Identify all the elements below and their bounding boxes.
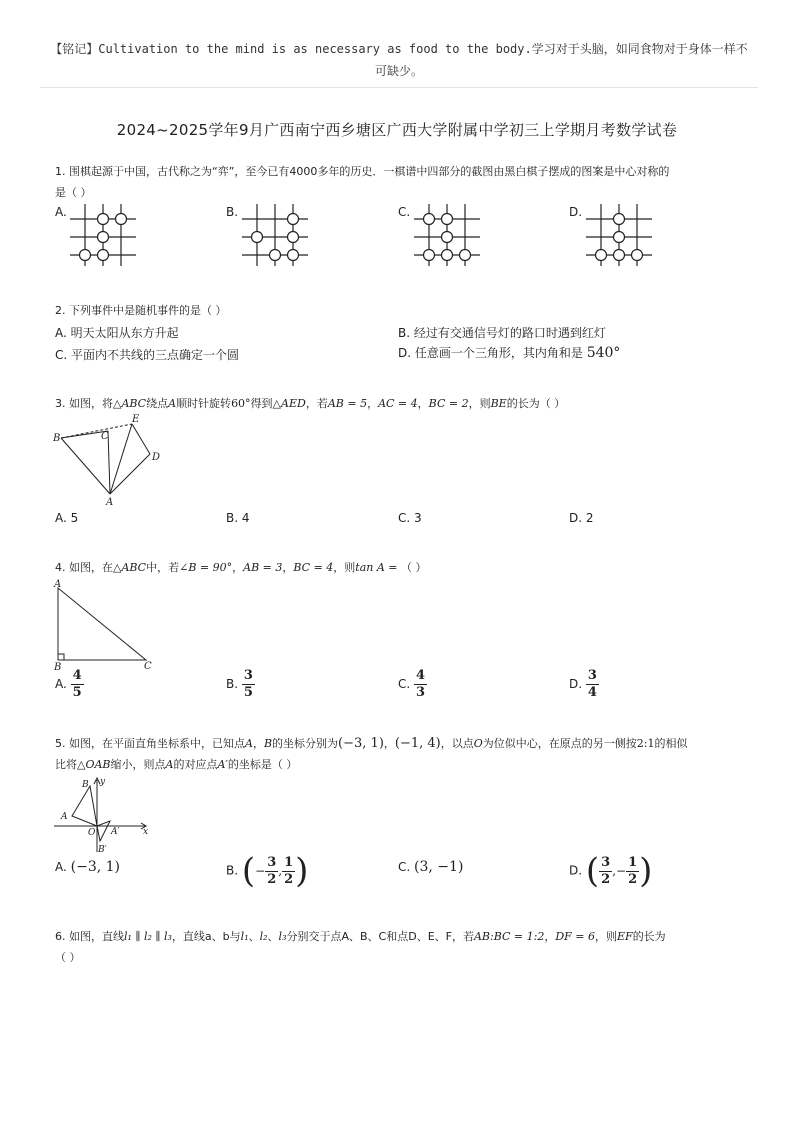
question-6-line-2: （ ）	[55, 951, 81, 964]
q4-option-c-den: 3	[416, 685, 426, 700]
q2-option-b[interactable]: B. 经过有交通信号灯的路口时遇到红灯	[398, 326, 606, 340]
q5-text-8: 的对应点	[173, 758, 218, 771]
q5-option-d-label: D.	[569, 863, 583, 878]
q5-label-b: B	[82, 780, 89, 790]
q1-go-figure-c	[410, 200, 484, 270]
q5-ratio: 2:1	[636, 737, 655, 750]
q2-option-d-text: D. 任意画一个三角形，其内角和是	[398, 346, 583, 360]
q4-label-b: B	[54, 662, 62, 672]
q5-label-o: O	[88, 828, 96, 838]
q5-option-b-paren-close: )	[295, 851, 309, 891]
q5-label-a: A	[61, 812, 68, 822]
q3-label-b: B	[53, 433, 61, 444]
q3-text-7: 的长为（ ）	[506, 397, 566, 410]
q5-label-a-prime: A′	[111, 827, 120, 837]
q4-option-b-den: 5	[243, 685, 253, 700]
q1-option-a-label: A.	[55, 205, 67, 219]
header-divider	[40, 87, 758, 88]
q2-option-a[interactable]: A. 明天太阳从东方升起	[55, 326, 179, 340]
q6-line-l3: l₃	[278, 930, 287, 943]
q4-text-3: ，则	[333, 561, 356, 574]
q3-label-e: E	[132, 414, 140, 425]
q4-triangle-abc: ABC	[121, 561, 147, 574]
q3-triangle-abc: ABC	[121, 397, 147, 410]
q1-go-figure-b	[238, 200, 312, 270]
question-3-stem: 3. 如图，将△ABC绕点A顺时针旋转60°得到△AED，若AB = 5，AC = 4，BC = 2，则BE的长为（ ）	[55, 397, 566, 410]
q3-eq-ab: AB = 5	[327, 397, 368, 410]
q4-eq-angle-b: ∠B = 90°	[179, 561, 233, 574]
q5-option-b-label: B.	[226, 863, 239, 878]
q1-option-d[interactable]	[569, 205, 582, 219]
q3-label-a: A	[106, 497, 114, 508]
q4-option-b-label: B.	[226, 677, 239, 691]
q3-text-4: 得到△	[250, 397, 282, 410]
q4-option-d-fraction	[586, 669, 599, 700]
q5-option-c-value: (3, −1)	[414, 859, 464, 875]
q2-option-d-value: 540°	[586, 345, 621, 361]
question-6-line-1: 6. 如图，直线l₁ ∥ l₂ ∥ l₃，直线a、b与l₁、l₂、l₃分别交于点A、B、C和点D、E、F，若AB:BC = 1:2，DF = 6，则EF的长为	[55, 930, 666, 943]
q1-go-figure-a	[66, 200, 140, 270]
q3-eq-ac: AC = 4	[378, 397, 418, 410]
q6-line-l2: l₂	[259, 930, 268, 943]
q4-option-c-num: 4	[416, 668, 426, 683]
q5-text-1: 5. 如图，在平面直角坐标系中，已知点	[55, 737, 245, 750]
q3-option-a[interactable]: A. 5	[55, 511, 79, 525]
q5-text-9: 的坐标是（ ）	[227, 758, 298, 771]
q6-text-2: ，直线a、b与	[171, 930, 241, 943]
q4-option-a[interactable]	[55, 669, 84, 700]
q1-option-b[interactable]	[226, 205, 238, 219]
q3-eq-bc: BC = 2	[428, 397, 469, 410]
q5-point-b: B	[263, 737, 273, 750]
q5-option-b-num-2: 1	[284, 854, 294, 870]
question-1-stem	[55, 161, 745, 203]
q5-label-x: x	[143, 827, 149, 837]
q4-option-d-num: 3	[587, 668, 597, 683]
q6-parallel-lines: l₁ ∥ l₂ ∥ l₃	[124, 930, 172, 943]
q4-text-2: 中，若	[146, 561, 180, 574]
q4-option-b[interactable]	[226, 669, 255, 700]
q3-option-d[interactable]: D. 2	[569, 511, 594, 525]
q4-option-a-fraction	[71, 669, 84, 700]
q5-text-5: 的相似	[654, 737, 688, 750]
q4-option-a-den: 5	[72, 685, 82, 700]
q4-text-1: 4. 如图，在△	[55, 561, 122, 574]
q5-option-b-den-2: 2	[284, 871, 294, 887]
q6-ratio: AB:BC = 1:2	[473, 930, 545, 943]
q5-option-d-num-1: 3	[601, 854, 611, 870]
q3-option-c[interactable]: C. 3	[398, 511, 422, 525]
motto	[40, 38, 758, 82]
question-4-stem: 4. 如图，在△ABC中，若∠B = 90°，AB = 3，BC = 4，则tan A = （ ）	[55, 561, 427, 574]
q6-text-4: ，则	[595, 930, 618, 943]
q4-eq-ab: AB = 3	[243, 561, 283, 574]
q5-option-d[interactable]	[569, 851, 652, 891]
q5-option-a-label: A.	[55, 860, 67, 874]
q3-label-d: D	[152, 452, 161, 463]
q3-option-b[interactable]: B. 4	[226, 511, 250, 525]
q5-option-b-fraction-1	[265, 856, 278, 887]
q5-point-a-2: A	[165, 758, 174, 771]
question-1-line-2: 是（ ）	[55, 186, 92, 199]
q5-option-d-den-2: 2	[628, 871, 638, 887]
q4-option-d-label: D.	[569, 677, 583, 691]
q4-option-c-fraction	[414, 669, 427, 700]
q1-option-c[interactable]	[398, 205, 410, 219]
motto-line-1: 【铭记】Cultivation to the mind is as necessary as food to the body.学习对于头脑，如同食物对于身体一样不	[50, 42, 748, 56]
q3-text-5: ，若	[305, 397, 328, 410]
q5-triangle-oab: OAB	[85, 758, 111, 771]
q3-segment-be: BE	[490, 397, 507, 410]
q5-option-d-num-2: 1	[628, 854, 638, 870]
q3-text-1: 3. 如图，将△	[55, 397, 122, 410]
q2-option-d[interactable]	[398, 344, 620, 361]
q5-coord-a: (−3, 1)	[338, 736, 384, 751]
q4-label-a: A	[54, 579, 62, 590]
q4-eq-tan: tan A =	[355, 561, 402, 574]
question-5-stem	[55, 733, 745, 775]
q3-label-c: C	[101, 431, 109, 442]
q5-point-o: O	[473, 737, 483, 750]
q5-text-2: 的坐标分别为	[272, 737, 339, 750]
question-6-stem	[55, 926, 745, 968]
q1-option-c-label: C.	[398, 205, 411, 219]
q5-option-a[interactable]	[55, 859, 120, 875]
q5-option-b[interactable]	[226, 851, 308, 891]
q5-option-a-value: (−3, 1)	[70, 859, 121, 875]
q5-option-c-label: C.	[398, 860, 411, 874]
q5-option-b-den-1: 2	[267, 871, 277, 887]
motto-line-2: 可缺少。	[374, 64, 423, 78]
question-2-stem: 2. 下列事件中是随机事件的是（ ）	[55, 304, 227, 317]
q4-option-d[interactable]	[569, 669, 599, 700]
q5-coord-b: (−1, 4)	[394, 736, 441, 751]
q5-option-b-paren-open: (	[241, 851, 256, 891]
q5-option-d-den-1: 2	[601, 871, 611, 887]
q5-option-b-fraction-2	[282, 856, 295, 887]
q3-text-6: ，则	[468, 397, 491, 410]
q3-triangle-aed: AED	[281, 397, 306, 410]
question-5-line-2	[55, 754, 745, 775]
q5-option-d-fraction-2	[626, 856, 639, 887]
q4-option-a-num: 4	[72, 668, 82, 683]
q6-segment-ef: EF	[617, 930, 633, 943]
q6-text-1: 6. 如图，直线	[55, 930, 124, 943]
q4-option-d-den: 4	[587, 685, 597, 700]
q1-go-figure-d	[582, 200, 656, 270]
exam-title: 2024~2025学年9月广西南宁西乡塘区广西大学附属中学初三上学期月考数学试卷	[116, 121, 678, 139]
q4-option-c-label: C.	[398, 677, 411, 691]
q5-text-3: ，以点	[440, 737, 474, 750]
q5-option-d-comma: ,−	[612, 864, 627, 878]
q4-label-c: C	[144, 661, 152, 672]
q5-label-y: y	[100, 777, 106, 787]
q6-text-5: 的长为	[632, 930, 666, 943]
q5-point-a-prime: A′	[217, 758, 228, 771]
q4-option-b-fraction	[242, 669, 255, 700]
q5-option-d-paren-open: (	[585, 851, 600, 891]
q4-option-c[interactable]	[398, 669, 427, 700]
q3-point-a: A	[168, 397, 177, 410]
q5-coordinate-figure	[50, 774, 160, 860]
q6-eq-df: DF = 6	[555, 930, 596, 943]
q4-text-4: （ ）	[401, 561, 427, 574]
q4-eq-bc: BC = 4	[293, 561, 334, 574]
q5-option-b-num-1: 3	[267, 854, 277, 870]
q5-option-b-comma: ,	[278, 864, 283, 878]
question-5-line-1: 5. 如图，在平面直角坐标系中，已知点A，B的坐标分别为(−3, 1)，(−1, 4)，以点O为位似中心，在原点的另一侧按2:1的相似	[55, 736, 688, 751]
q4-option-a-label: A.	[55, 677, 67, 691]
q6-line-l1: l₁	[240, 930, 249, 943]
q5-label-b-prime: B′	[98, 845, 107, 855]
q1-option-b-label: B.	[226, 205, 239, 219]
q5-sep: ，	[252, 737, 264, 750]
q5-option-d-paren-close: )	[639, 851, 653, 891]
q3-rotation-figure	[50, 410, 175, 510]
q5-text-6: 比将△	[55, 758, 86, 771]
q3-angle: 60°	[231, 397, 251, 410]
q5-point-a: A	[245, 737, 253, 750]
q3-text-2: 绕点	[146, 397, 169, 410]
q5-option-c[interactable]	[398, 859, 463, 875]
q1-option-d-label: D.	[569, 205, 583, 219]
question-1-line-1: 1. 围棋起源于中国，古代称之为“弈”，至今已有4000多年的历史．一棋谱中四部分的截图由黑白棋子摆成的图案是中心对称的	[55, 165, 670, 178]
q3-text-3: 顺时针旋转	[176, 397, 232, 410]
q5-text-7: 缩小，则点	[110, 758, 166, 771]
q5-option-d-fraction-1	[599, 856, 612, 887]
q6-text-3: 分别交于点A、B、C和点D、E、F，若	[286, 930, 474, 943]
q5-text-4: 为位似中心，在原点的另一侧按	[482, 737, 637, 750]
q2-option-c[interactable]: C. 平面内不共线的三点确定一个圆	[55, 348, 240, 362]
q4-option-b-num: 3	[243, 668, 253, 683]
q5-option-b-minus: −	[255, 864, 266, 878]
q4-right-triangle-figure	[50, 576, 160, 672]
